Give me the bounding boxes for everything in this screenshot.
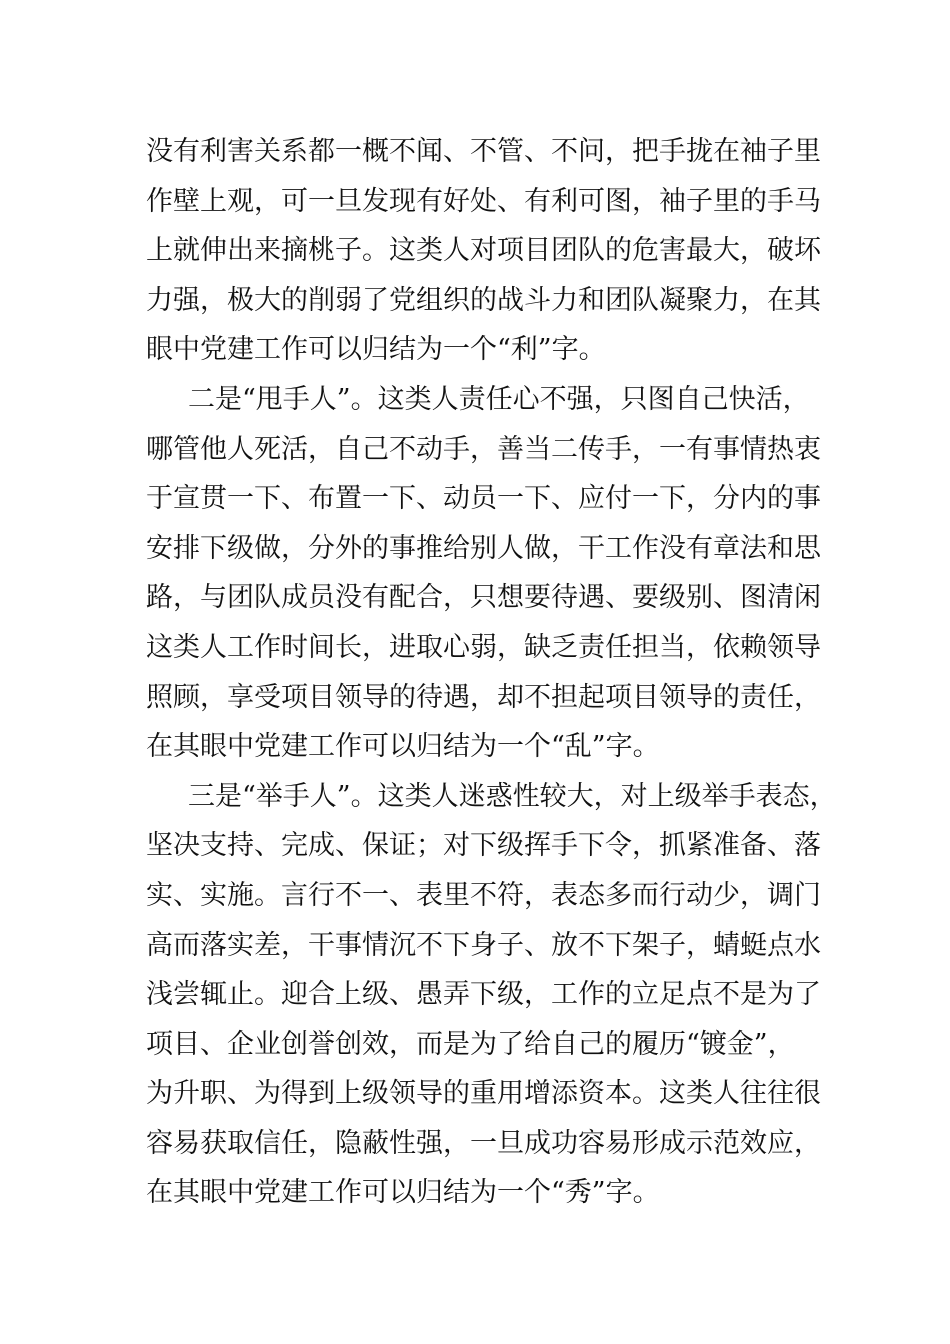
text-line: 为升职、为得到上级领导的重用增添资本。这类人往往很 [146, 1078, 821, 1110]
text-line: 坚决支持、完成、保证；对下级挥手下令，抓紧准备、落 [146, 830, 821, 862]
paragraph-3 [146, 772, 846, 1218]
text-line: 于宣贯一下、布置一下、动员一下、应付一下，分内的事 [146, 483, 821, 515]
text-line: 路，与团队成员没有配合，只想要待遇、要级别、图清闲 [146, 582, 821, 614]
text-line: 眼中党建工作可以归结为一个“利”字。 [146, 334, 606, 366]
text-line: 浅尝辄止。迎合上级、愚弄下级，工作的立足点不是为了 [146, 979, 821, 1011]
text-line: 二是“甩手人”。这类人责任心不强，只图自己快活， [188, 383, 810, 415]
text-line: 哪管他人死活，自己不动手，善当二传手，一有事情热衷 [146, 433, 821, 465]
text-line: 作壁上观，可一旦发现有好处、有利可图，袖子里的手马 [146, 185, 821, 217]
paragraph-1 [146, 127, 846, 375]
text-line: 在其眼中党建工作可以归结为一个“秀”字。 [146, 1177, 660, 1209]
text-line: 力强，极大的削弱了党组织的战斗力和团队凝聚力，在其 [146, 284, 821, 316]
text-line: 容易获取信任，隐蔽性强，一旦成功容易形成示范效应， [146, 1127, 821, 1159]
text-line: 安排下级做，分外的事推给别人做，干工作没有章法和思 [146, 532, 821, 564]
text-line: 没有利害关系都一概不闻、不管、不问，把手拢在袖子里 [146, 136, 821, 167]
paragraph-2 [146, 375, 846, 772]
text-line: 项目、企业创誉创效，而是为了给自己的履历“镀金”， [146, 1028, 795, 1060]
text-line: 高而落实差，干事情沉不下身子、放不下架子，蜻蜓点水 [146, 929, 821, 961]
text-line: 实、实施。言行不一、表里不符，表态多而行动少，调门 [146, 879, 821, 911]
text-line: 上就伸出来摘桃子。这类人对项目团队的危害最大，破坏 [146, 235, 821, 267]
text-line: 照顾，享受项目领导的待遇，却不担起项目领导的责任， [146, 681, 821, 713]
text-line: 三是“举手人”。这类人迷惑性较大，对上级举手表态， [188, 780, 837, 812]
text-line: 这类人工作时间长，进取心弱，缺乏责任担当，依赖领导 [146, 631, 821, 663]
document-body [146, 127, 846, 1218]
text-line: 在其眼中党建工作可以归结为一个“乱”字。 [146, 731, 660, 763]
